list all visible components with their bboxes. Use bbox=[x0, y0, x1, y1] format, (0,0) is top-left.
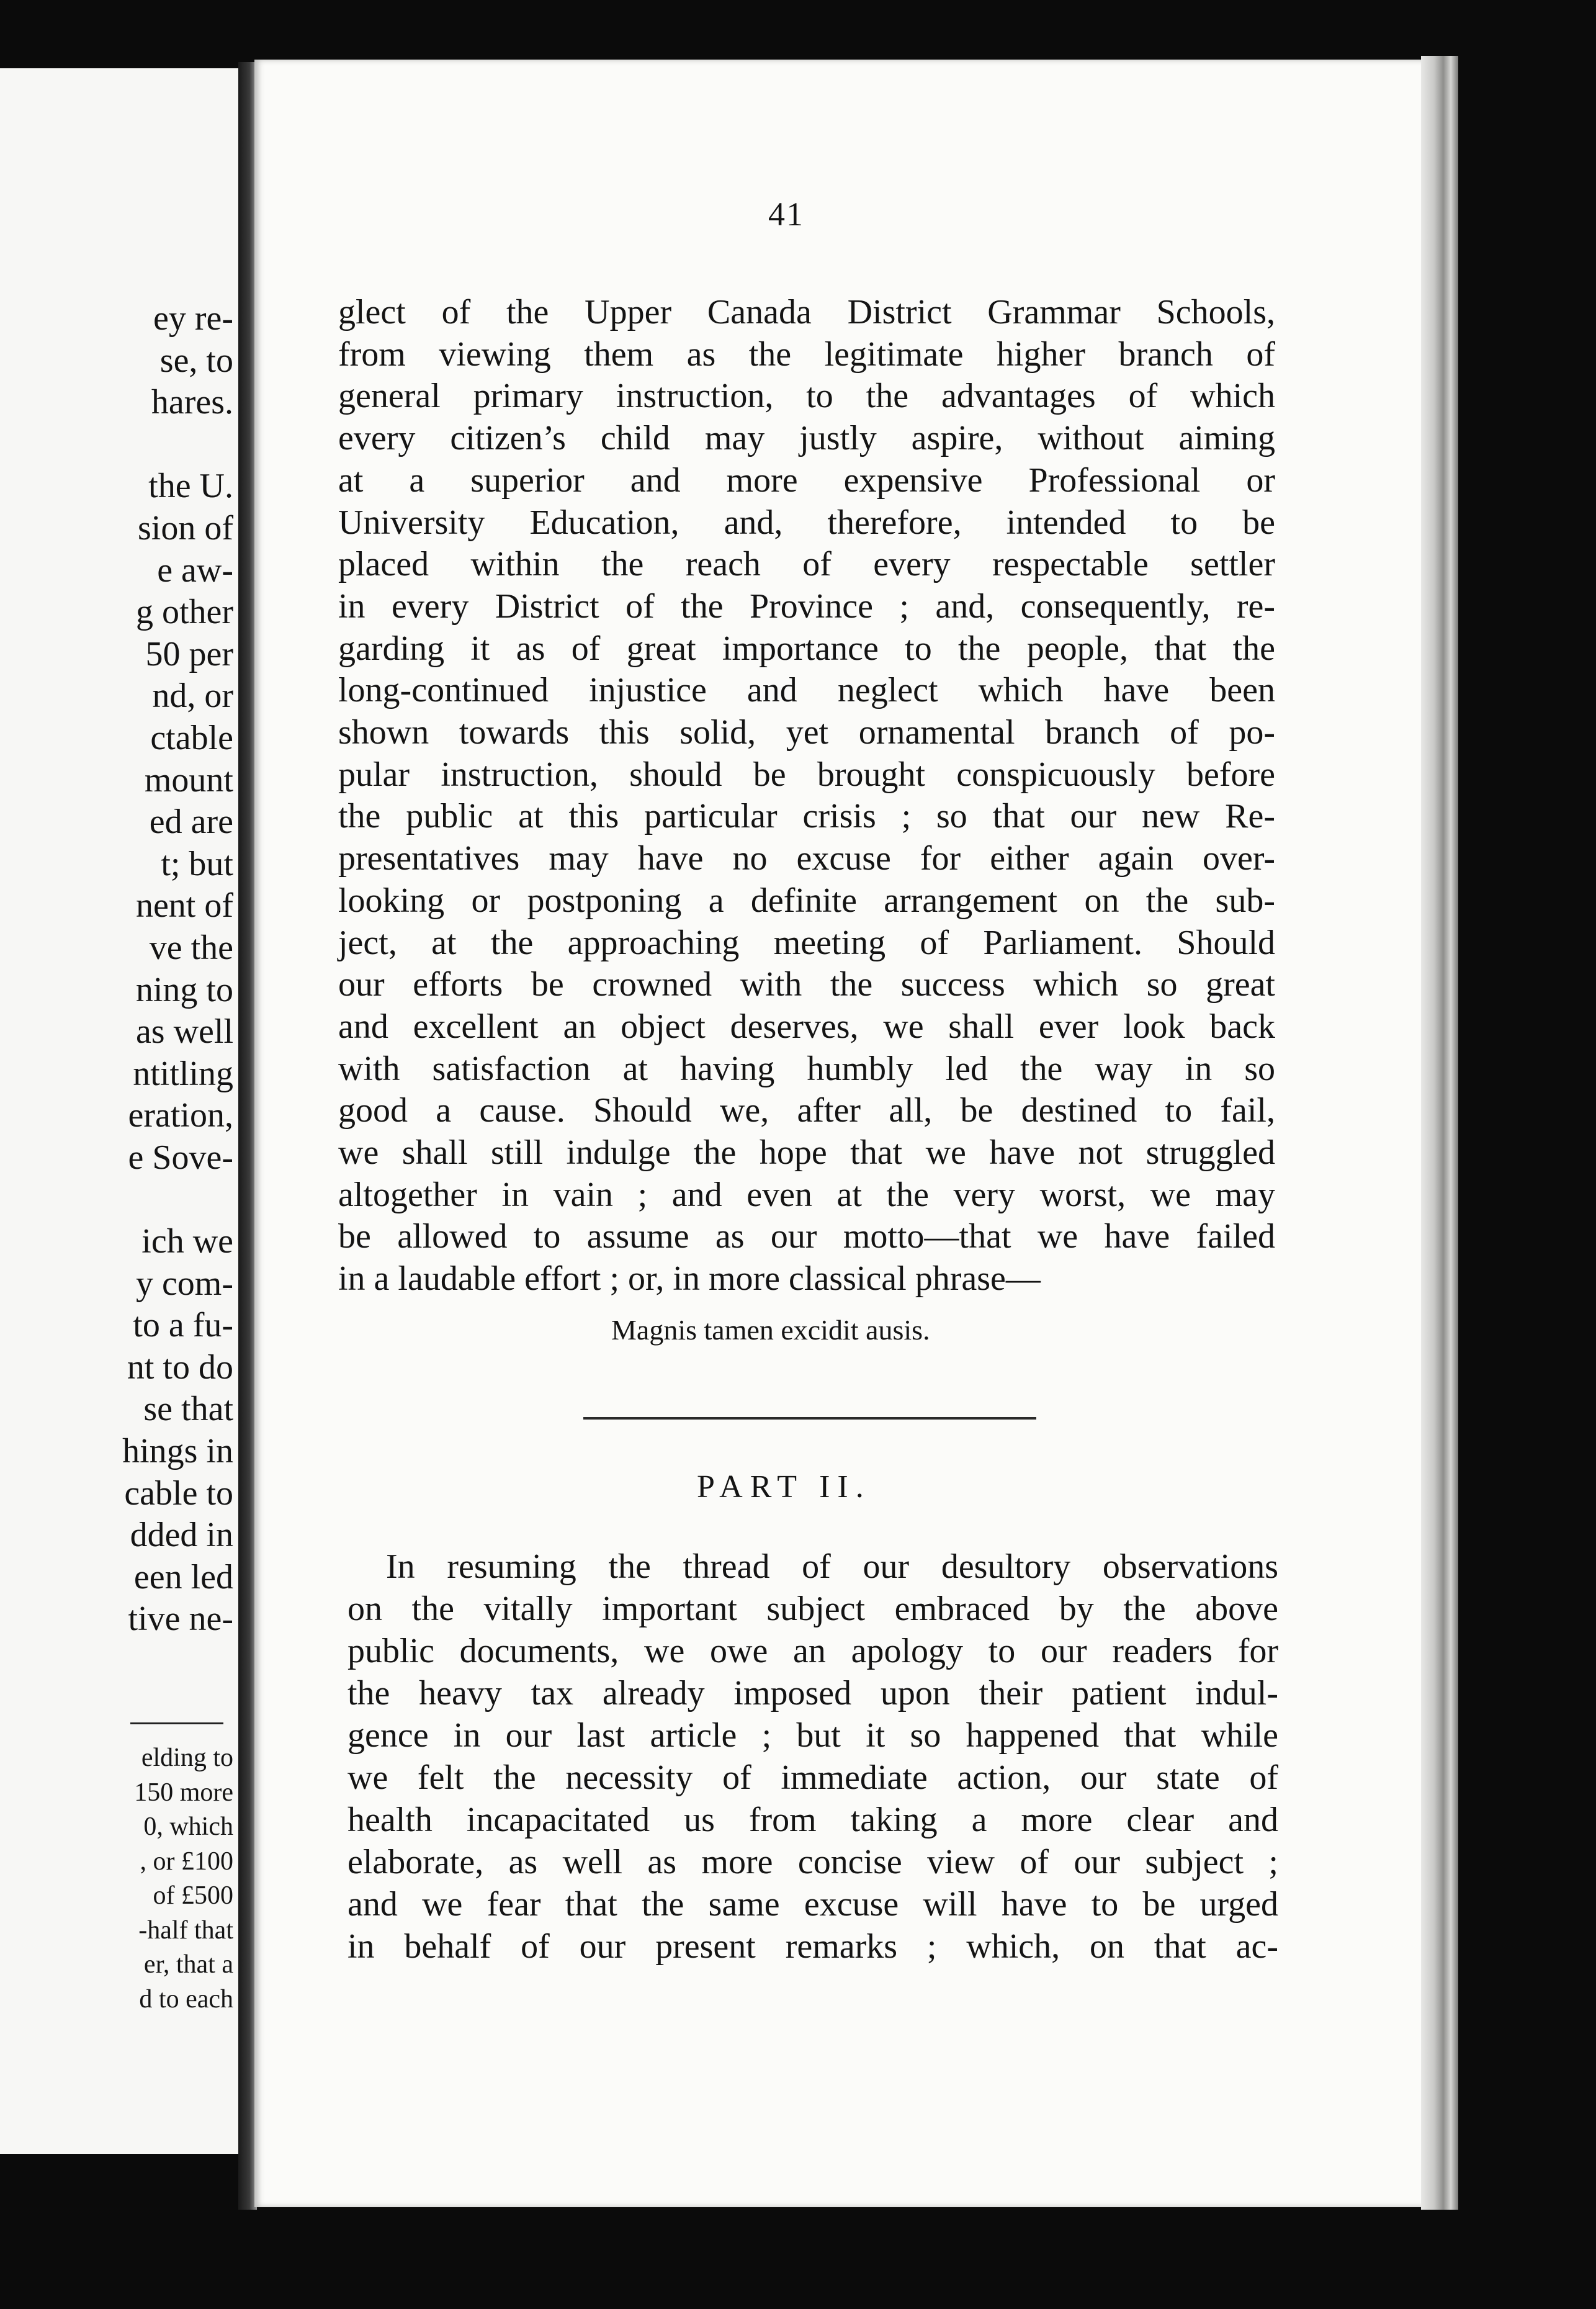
text-line: be allowed to assume as our motto—that we have failed bbox=[338, 1217, 1275, 1256]
section-divider bbox=[583, 1417, 1036, 1420]
text-line: nd, or bbox=[152, 677, 233, 716]
text-line bbox=[122, 1179, 233, 1221]
text-line: presentatives may have no excuse for either again over- bbox=[338, 839, 1275, 878]
text-line: good a cause. Should we, after all, be destined to fail, bbox=[338, 1091, 1275, 1130]
text-line: nt to do bbox=[127, 1348, 233, 1387]
text-line: to a fu- bbox=[133, 1306, 233, 1345]
text-line: dded in bbox=[130, 1516, 233, 1555]
text-line: in every District of the Province ; and, consequently, re- bbox=[338, 587, 1275, 626]
text-line: general primary instruction, to the advantages of which bbox=[338, 377, 1275, 416]
text-line: we felt the necessity of immediate action, our state of bbox=[347, 1758, 1278, 1797]
text-line: pular instruction, should be brought conspicuously before bbox=[338, 755, 1275, 794]
text-line: , or £100 bbox=[140, 1847, 233, 1876]
text-line: the U. bbox=[148, 467, 233, 506]
text-line: gence in our last article ; but it so happened that while bbox=[347, 1716, 1278, 1755]
text-line: e Sove- bbox=[128, 1138, 233, 1177]
text-line: hares. bbox=[151, 383, 233, 422]
text-line: shown towards this solid, yet ornamental branch of po- bbox=[338, 713, 1275, 752]
text-line: glect of the Upper Canada District Grammar Schools, bbox=[338, 293, 1275, 331]
text-line: University Education, and, therefore, intended to be bbox=[338, 503, 1275, 542]
text-line: ich we bbox=[141, 1222, 233, 1261]
text-line: se that bbox=[143, 1390, 233, 1429]
text-line: health incapacitated us from taking a more clear and bbox=[347, 1801, 1278, 1839]
text-line: looking or postponing a definite arrangement on the sub- bbox=[338, 881, 1275, 920]
text-line: of £500 bbox=[146, 1881, 233, 1910]
text-line: long-continued injustice and neglect which have been bbox=[338, 671, 1275, 710]
text-line: g other bbox=[135, 593, 233, 632]
text-line: 50 per bbox=[145, 634, 233, 673]
text-line: with satisfaction at having humbly led the way in so bbox=[338, 1049, 1275, 1088]
latin-motto: Magnis tamen excidit ausis. bbox=[611, 1314, 930, 1346]
text-line: our efforts be crowned with the success which so great bbox=[338, 965, 1275, 1004]
text-line: garding it as of great importance to the people, that the bbox=[338, 629, 1275, 668]
text-line: at a superior and more expensive Professional or bbox=[338, 461, 1275, 500]
text-line: public documents, we owe an apology to our readers for bbox=[347, 1632, 1278, 1670]
text-line: in a laudable effort ; or, in more classical phrase— bbox=[338, 1259, 1041, 1299]
previous-page-text bbox=[122, 298, 233, 1641]
text-line: cable to bbox=[124, 1474, 233, 1513]
text-line: placed within the reach of every respectable settler bbox=[338, 545, 1275, 584]
text-line: and we fear that the same excuse will have to be urged bbox=[347, 1885, 1278, 1924]
previous-page-fragment bbox=[0, 68, 241, 2154]
text-line: er, that a bbox=[143, 1950, 233, 1979]
text-line: In resuming the thread of our desultory observations bbox=[386, 1547, 1278, 1586]
section-heading: PART II. bbox=[697, 1469, 871, 1505]
text-line: 0, which bbox=[143, 1812, 233, 1841]
text-line: from viewing them as the legitimate higher branch of bbox=[338, 335, 1275, 374]
text-line: on the vitally important subject embraced by the above bbox=[347, 1590, 1278, 1628]
text-line: een led bbox=[133, 1557, 233, 1596]
text-line: eration, bbox=[128, 1096, 233, 1135]
text-line: tive ne- bbox=[128, 1600, 233, 1639]
page-number: 41 bbox=[768, 196, 804, 233]
text-line: elaborate, as well as more concise view of our subject ; bbox=[347, 1843, 1278, 1881]
text-line: in behalf of our present remarks ; which, on that ac- bbox=[347, 1927, 1278, 1966]
text-line: ject, at the approaching meeting of Parliament. Should bbox=[338, 923, 1275, 962]
text-line: mount bbox=[144, 760, 233, 799]
text-line: e aw- bbox=[157, 551, 233, 590]
text-line: altogether in vain ; and even at the very worst, we may bbox=[338, 1175, 1275, 1214]
text-line: ntitling bbox=[133, 1054, 233, 1093]
text-line: sion of bbox=[138, 508, 233, 547]
text-line: ning to bbox=[135, 970, 233, 1009]
text-line: ed are bbox=[149, 803, 233, 842]
text-line: t; but bbox=[161, 844, 233, 883]
text-line: as well bbox=[135, 1012, 233, 1051]
text-line: ve the bbox=[149, 928, 233, 967]
paragraph-2 bbox=[347, 1546, 1278, 1968]
text-line: ey re- bbox=[153, 299, 233, 338]
text-line: the heavy tax already imposed upon their patient indul- bbox=[347, 1674, 1278, 1713]
footnote-rule bbox=[130, 1722, 223, 1724]
text-line: the public at this particular crisis ; so that our new Re- bbox=[338, 797, 1275, 836]
text-line bbox=[122, 424, 233, 466]
text-line: and excellent an object deserves, we shall ever look back bbox=[338, 1007, 1275, 1046]
paragraph-1 bbox=[338, 292, 1275, 1300]
text-line: we shall still indulge the hope that we have not struggled bbox=[338, 1133, 1275, 1173]
text-line: se, to bbox=[159, 341, 233, 380]
page-edge bbox=[1421, 56, 1458, 2210]
text-line: nent of bbox=[135, 886, 233, 925]
text-line: y com- bbox=[135, 1264, 233, 1303]
text-line: every citizen’s child may justly aspire, without aiming bbox=[338, 419, 1275, 458]
text-line: hings in bbox=[122, 1432, 233, 1471]
previous-page-footnotes bbox=[134, 1741, 233, 2017]
text-line: -half that bbox=[138, 1915, 233, 1945]
text-line: elding to bbox=[141, 1744, 233, 1772]
text-line: 150 more bbox=[134, 1778, 233, 1807]
text-line: ctable bbox=[150, 718, 233, 757]
text-line: d to each bbox=[139, 1984, 233, 2014]
